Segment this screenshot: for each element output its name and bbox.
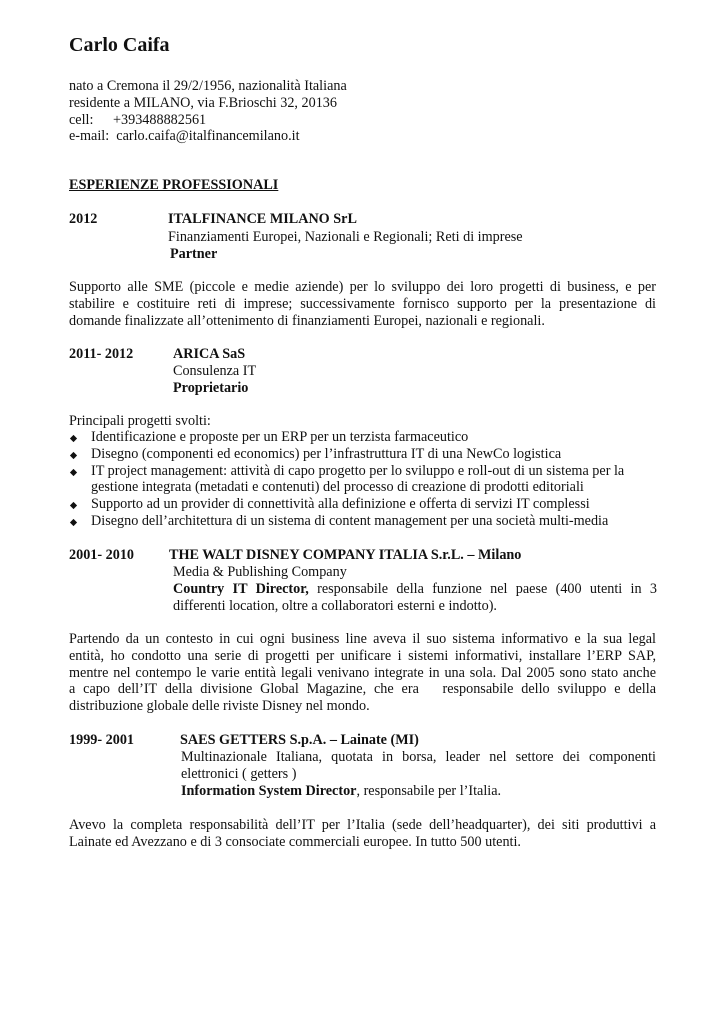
- list-item-text: Disegno dell’architettura di un sistema di content management per una società multi-media: [91, 512, 609, 529]
- job-company: THE WALT DISNEY COMPANY ITALIA S.r.L. – Milano: [169, 547, 522, 563]
- email-line: [69, 128, 569, 145]
- paragraph-line: mentre nel contempo le varie entità legali venivano integrate in una sola. Dal 2005 sono stato anche: [69, 664, 656, 681]
- paragraph-line: Avevo la completa responsabilità dell’IT per l’Italia (sede dell’headquarter), dei siti produttivi a: [69, 817, 656, 833]
- paragraph-line: Supporto alle SME (piccole e medie aziende) per lo sviluppo dei loro progetti di business, e per: [69, 279, 656, 295]
- job-company: SAES GETTERS S.p.A. – Lainate (MI): [180, 732, 419, 748]
- job-year: 2001- 2010: [69, 547, 135, 563]
- job-year: 1999- 2001: [69, 732, 135, 748]
- job-description: Finanziamenti Europei, Nazionali e Regionali; Reti di imprese: [168, 229, 523, 245]
- paragraph-line: domande finalizzate all’ottenimento di finanziamenti Europei, nazionali e regionali.: [69, 312, 545, 329]
- email-label: e-mail:: [69, 128, 110, 145]
- paragraph-line: stabilire e costituire reti di imprese; successivamente fornisco supporto per la presentazione di: [69, 295, 656, 312]
- diamond-bullet-icon: [69, 434, 78, 443]
- job-role-rest: , responsabile per l’Italia.: [356, 782, 502, 799]
- job-role-rest: responsabile della funzione nel paese (400 utenti in 3: [308, 581, 657, 597]
- job-role-block: [173, 581, 657, 615]
- list-item: [69, 446, 656, 463]
- paragraph-line: Partendo da un contesto in cui ogni business line aveva il suo sistema informativo e la sua legal: [69, 631, 656, 647]
- job-role-line: [173, 581, 657, 598]
- list-item: [69, 429, 656, 446]
- cell-value: +393488882561: [113, 111, 207, 128]
- paragraph-line: a capo dell’IT della divisione Global Magazine, che era responsabile dello sviluppo e della: [69, 681, 656, 698]
- list-item: [69, 496, 656, 513]
- paragraph-line: entità, ho condotto una serie di progetti per unificare i sistemi informativi, installare l’ERP SAP,: [69, 647, 656, 664]
- list-item-text: gestione integrata (metadati e contenuti) del processo di creazione di prodotti editoriali: [91, 479, 584, 496]
- diamond-bullet-icon: [69, 468, 78, 477]
- list-item: [69, 463, 656, 497]
- job-year: 2012: [69, 211, 98, 227]
- job-description: Media & Publishing Company: [173, 564, 347, 580]
- job-paragraph: [69, 279, 656, 329]
- diamond-bullet-icon: [69, 518, 78, 527]
- cell-label: cell:: [69, 111, 94, 128]
- job-description-block: [181, 749, 656, 799]
- job-year: 2011- 2012: [69, 346, 134, 362]
- job-description: elettronici ( getters ): [181, 765, 297, 782]
- residence-info: residente a MILANO, via F.Brioschi 32, 20136: [69, 94, 337, 111]
- section-title: ESPERIENZE PROFESSIONALI: [69, 177, 279, 193]
- job-description: Consulenza IT: [173, 363, 257, 379]
- job-role-line: differenti location, oltre a collaboratori esterni e indotto).: [173, 597, 497, 614]
- job-company: ITALFINANCE MILANO SrL: [168, 211, 357, 227]
- list-item: [69, 513, 656, 530]
- paragraph-line: distribuzione globale delle riviste Disney nel mondo.: [69, 698, 370, 715]
- list-item-text: Supporto ad un provider di connettività alla definizione e offerta di servizi IT complessi: [91, 496, 590, 513]
- job-role: Proprietario: [173, 380, 249, 396]
- job-paragraph: [69, 631, 656, 715]
- list-item-text: Disegno (componenti ed economics) per l’infrastruttura IT di una NewCo logistica: [91, 445, 562, 462]
- list-item-text: IT project management: attività di capo progetto per lo sviluppo e roll-out di un sistema per la: [91, 462, 625, 479]
- projects-list: [69, 429, 656, 530]
- projects-title: Principali progetti svolti:: [69, 413, 211, 429]
- job-role: Information System Director: [181, 782, 357, 799]
- job-role: Country IT Director,: [173, 581, 309, 597]
- diamond-bullet-icon: [69, 451, 78, 460]
- contact-block: [69, 78, 569, 145]
- person-name: Carlo Caifa: [69, 34, 170, 56]
- job-description: Multinazionale Italiana, quotata in borsa, leader nel settore dei componenti: [181, 749, 656, 765]
- cell-line: [69, 112, 569, 129]
- diamond-bullet-icon: [69, 501, 78, 510]
- job-role: Partner: [170, 246, 218, 262]
- job-paragraph: [69, 817, 656, 851]
- job-company: ARICA SaS: [173, 346, 246, 362]
- email-value[interactable]: carlo.caifa@italfinancemilano.it: [116, 128, 300, 145]
- list-item-text: Identificazione e proposte per un ERP per un terzista farmaceutico: [91, 429, 469, 445]
- job-role-line: [181, 783, 656, 800]
- birth-info: nato a Cremona il 29/2/1956, nazionalità Italiana: [69, 78, 347, 94]
- paragraph-line: Lainate ed Avezzano e di 3 consociate commerciali europee. In tutto 500 utenti.: [69, 833, 521, 850]
